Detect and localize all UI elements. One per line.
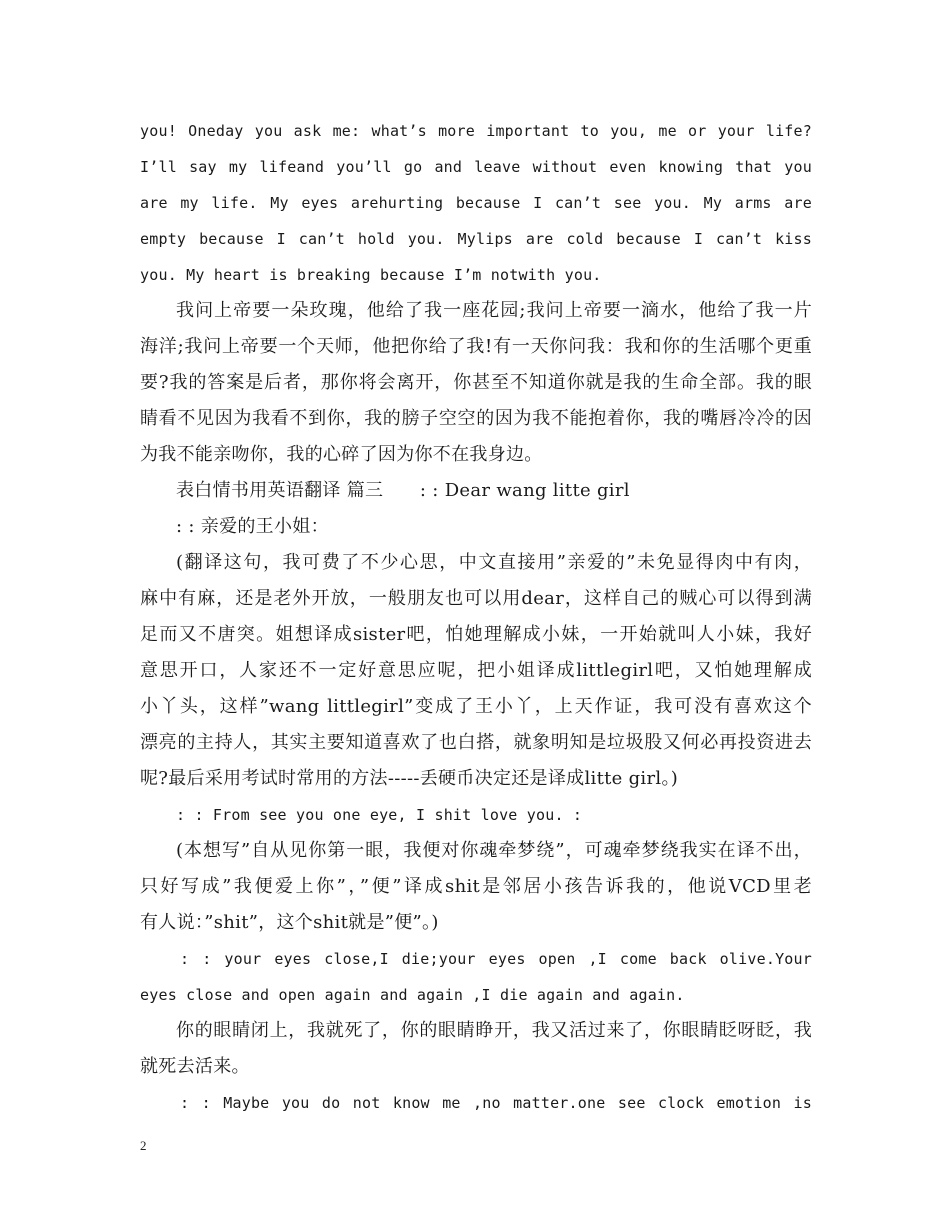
text-line: 有人说：”shit”，这个shit就是”便”。) bbox=[140, 912, 439, 933]
text-line: : : From see you one eye, I shit love you. : bbox=[176, 806, 583, 824]
text-line: 你的眼睛闭上，我就死了，你的眼睛睁开，我又活过来了，你眼睛眨呀眨，我 bbox=[176, 1020, 812, 1041]
text-line: (本想写”自从见你第一眼，我便对你魂牵梦绕”，可魂牵梦绕我实在译不出， bbox=[176, 840, 812, 861]
text-line: 麻中有麻，还是老外开放，一般朋友也可以用dear，这样自己的贼心可以得到满 bbox=[140, 588, 812, 609]
text-line: 为我不能亲吻你，我的心碎了因为你不在我身边。 bbox=[140, 444, 543, 465]
text-line: 漂亮的主持人，其实主要知道喜欢了也白搭，就象明知是垃圾股又何必再投资进去 bbox=[140, 732, 812, 753]
text-line: 睛看不见因为我看不到你，我的膀子空空的因为我不能抱着你，我的嘴唇冷冷的因 bbox=[140, 408, 812, 429]
text-line: 就死去活来。 bbox=[140, 1056, 250, 1077]
section-heading: 表白情书用英语翻译 篇三 : : Dear wang litte girl bbox=[176, 480, 630, 501]
text-line: 呢?最后采用考试时常用的方法-----丢硬币决定还是译成litte girl。) bbox=[140, 768, 679, 789]
text-line: are my life. My eyes arehurting because I can’t see you. My arms are bbox=[140, 194, 812, 212]
text-line: eyes close and open again and again ,I die again and again. bbox=[140, 986, 685, 1004]
text-line: 只好写成”我便爱上你”，”便”译成shit是邻居小孩告诉我的，他说VCD里老 bbox=[140, 876, 812, 897]
text-line: (翻译这句，我可费了不少心思，中文直接用”亲爱的”未免显得肉中有肉， bbox=[176, 552, 812, 573]
text-line: 海洋;我问上帝要一个天师，他把你给了我!有一天你问我：我和你的生活哪个更重 bbox=[140, 336, 812, 357]
text-line: 小丫头，这样”wang littlegirl”变成了王小丫，上天作证，我可没有喜欢这个 bbox=[140, 696, 812, 717]
text-line: : : 亲爱的王小姐： bbox=[176, 516, 329, 537]
text-line: : : Maybe you do not know me ,no matter.one see clock emotion is bbox=[180, 1094, 812, 1112]
text-line: 我问上帝要一朵玫瑰，他给了我一座花园;我问上帝要一滴水，他给了我一片 bbox=[176, 300, 812, 321]
text-line: you! Oneday you ask me: what’s more important to you, me or your life? bbox=[140, 122, 812, 140]
text-line: you. My heart is breaking because I’m notwith you. bbox=[140, 266, 602, 284]
text-line: 要?我的答案是后者，那你将会离开，你甚至不知道你就是我的生命全部。我的眼 bbox=[140, 372, 812, 393]
text-line: : : your eyes close,I die;your eyes open ,I come back olive.Your bbox=[180, 950, 812, 968]
document-body bbox=[140, 113, 812, 1121]
page-number: 2 bbox=[140, 1138, 147, 1153]
text-line: empty because I can’t hold you. Mylips are cold because I can’t kiss bbox=[140, 230, 812, 248]
text-line: I’ll say my lifeand you’ll go and leave without even knowing that you bbox=[140, 158, 812, 176]
text-line: 足而又不唐突。姐想译成sister吧，怕她理解成小妹，一开始就叫人小妹，我好 bbox=[140, 624, 812, 645]
text-line: 意思开口，人家还不一定好意思应呢，把小姐译成littlegirl吧，又怕她理解成 bbox=[140, 660, 812, 681]
